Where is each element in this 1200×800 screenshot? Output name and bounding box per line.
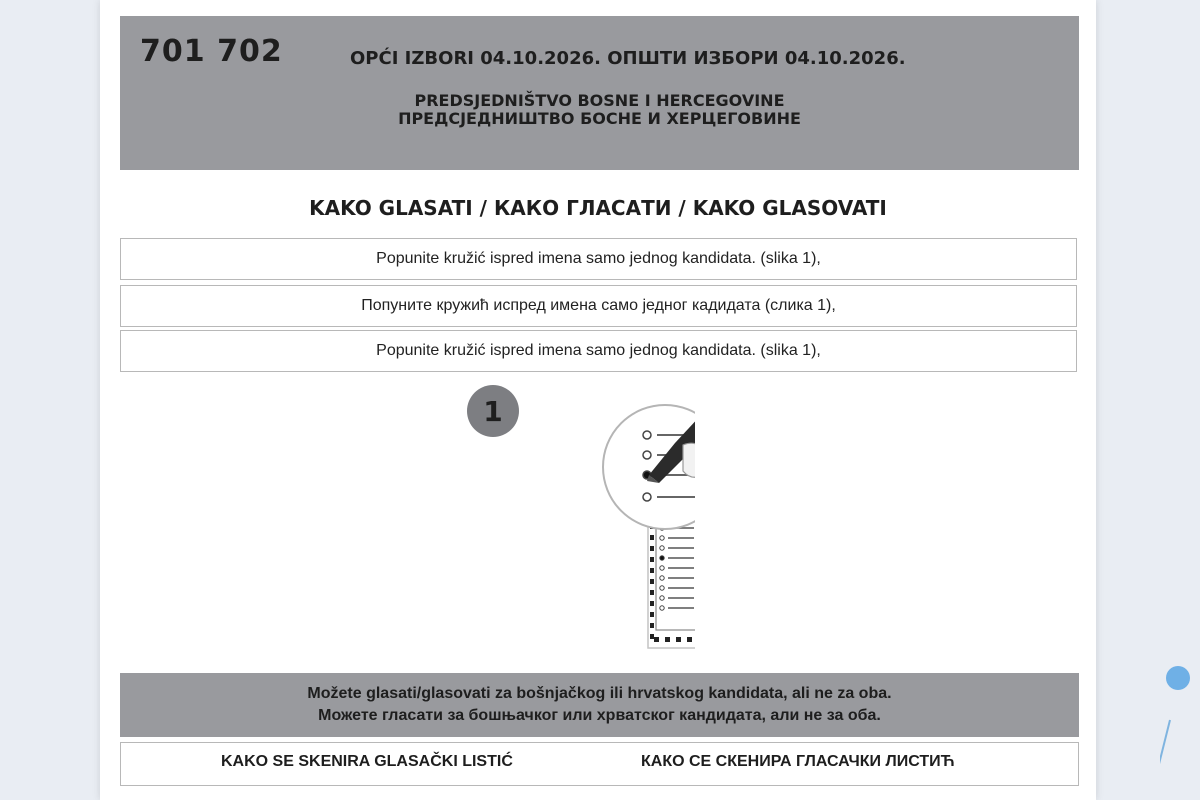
info-bar (120, 673, 1079, 737)
timing-mark (650, 623, 654, 628)
instruction-text: Popunite kružić ispred imena samo jednog kandidata. (slika 1), (376, 342, 821, 359)
timing-mark (650, 546, 654, 551)
timing-mark (650, 535, 654, 540)
timing-mark (650, 601, 654, 606)
timing-mark (650, 557, 654, 562)
candidate-bubble (660, 596, 664, 600)
candidate-bubble (660, 536, 664, 540)
candidate-bubble (660, 556, 664, 560)
candidate-bubble (660, 566, 664, 570)
candidate-bubble (660, 546, 664, 550)
timing-mark (687, 637, 692, 642)
election-title: OPĆI IZBORI 04.10.2026. ОПШТИ ИЗБОРИ 04.10.2026. (350, 48, 906, 69)
zoom-bubble (643, 493, 651, 501)
timing-mark (676, 637, 681, 642)
scan-label-cyrillic: КАКО СЕ СКЕНИРА ГЛАСАЧКИ ЛИСТИЋ (641, 753, 955, 770)
instruction-row (120, 238, 1077, 280)
candidate-bubble (660, 576, 664, 580)
info-line-cyrillic: Можете гласати за бошњачког или хрватског кандидата, али не за оба. (318, 707, 881, 724)
ballot-number: 701 702 (140, 34, 283, 69)
scan-label-latin: KAKO SE SKENIRA GLASAČKI LISTIĆ (221, 753, 513, 770)
hand-icon (683, 443, 695, 477)
magnifier-icon (603, 405, 695, 529)
info-line-latin: Možete glasati/glasovati za bošnjačkog ili hrvatskog kandidata, ali ne za oba. (307, 685, 892, 702)
timing-mark (650, 590, 654, 595)
figure-number: 1 (483, 395, 503, 428)
instruction-text: Попуните кружић испред имена само једног кадидата (слика 1), (361, 297, 836, 314)
voting-illustration (465, 385, 695, 657)
zoom-bubble (643, 451, 651, 459)
timing-mark (654, 637, 659, 642)
background-decoration (1160, 660, 1200, 800)
instruction-text: Popunite kružić ispred imena samo jednog kandidata. (slika 1), (376, 250, 821, 267)
candidate-bubble (660, 606, 664, 610)
timing-mark (650, 579, 654, 584)
timing-mark (650, 568, 654, 573)
body-title-cyrillic: ПРЕДСЈЕДНИШТВО БОСНЕ И ХЕРЦЕГОВИНЕ (398, 109, 801, 128)
scan-instructions-box (120, 742, 1079, 786)
timing-mark (650, 634, 654, 639)
instruction-row (120, 285, 1077, 327)
ballot-header (120, 16, 1079, 170)
ballot-paper (100, 0, 1096, 800)
timing-mark (650, 612, 654, 617)
body-title-latin: PREDSJEDNIŠTVO BOSNE I HERCEGOVINE (414, 91, 785, 110)
instruction-row (120, 330, 1077, 372)
zoom-bubble (643, 431, 651, 439)
candidate-bubble (660, 586, 664, 590)
timing-mark (665, 637, 670, 642)
how-to-vote-heading: KAKO GLASATI / КАКО ГЛАСАТИ / KAKO GLASOVATI (309, 196, 887, 220)
